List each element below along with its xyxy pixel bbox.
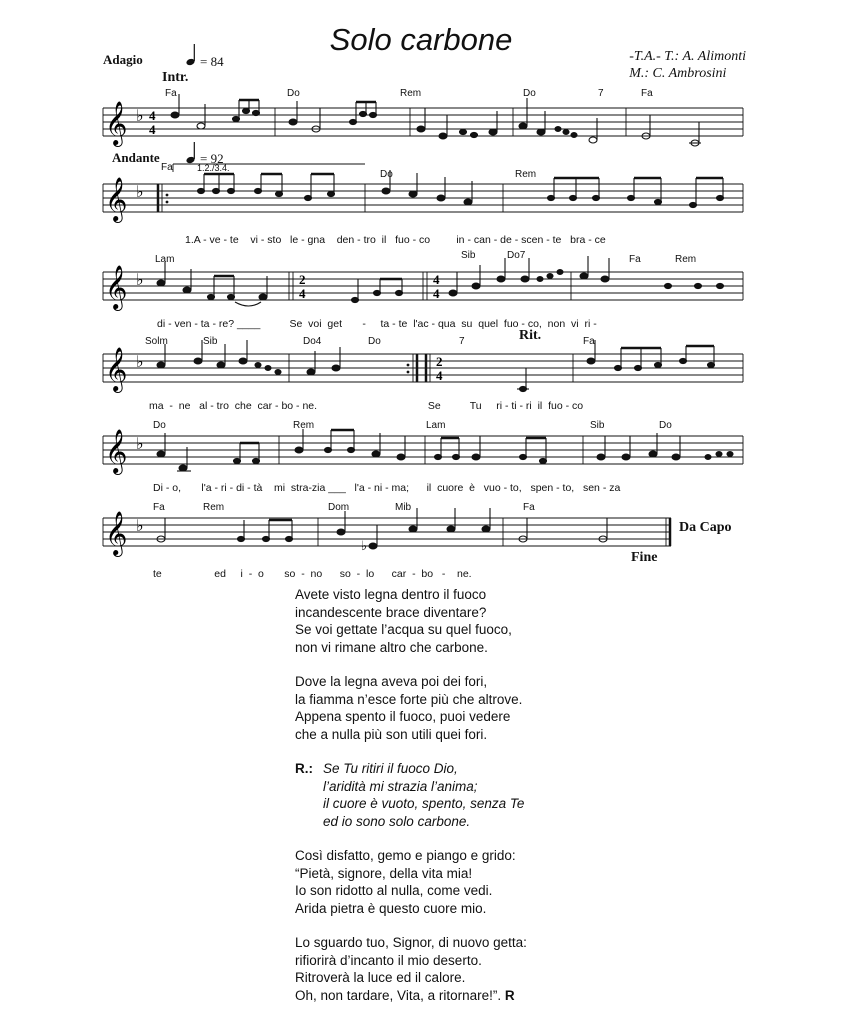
- intro-label: Intr.: [162, 70, 189, 85]
- chord: Fa: [629, 254, 641, 265]
- staff-system-6: [103, 498, 743, 578]
- credits: [629, 48, 746, 82]
- time-sig-den: 4: [436, 368, 443, 383]
- poem-line: incandescente brace diventare?: [295, 604, 487, 620]
- chord: Do: [380, 169, 393, 180]
- poem-line: “Pietà, signore, della vita mia!: [295, 865, 473, 881]
- chord: Rem: [293, 420, 315, 431]
- composer-credit: M.: C. Ambrosini: [629, 66, 727, 81]
- da-capo-label: Da Capo: [679, 520, 732, 535]
- stanza-2: [295, 673, 527, 743]
- staff-system-1: [103, 88, 743, 168]
- refrain-repeat-mark: R: [504, 987, 515, 1003]
- refrain-stanza: [295, 760, 527, 830]
- chord: Sib: [461, 250, 476, 261]
- flat-key-icon: ♭: [136, 352, 144, 371]
- refrain-label: Rit.: [519, 328, 542, 343]
- staff-system-2: [103, 164, 743, 244]
- lyrics-line: ma - ne al - tro che car - bo - ne. Se Tu ri - ti - ri il fuo - co: [149, 400, 584, 412]
- chord: Fa: [153, 502, 165, 513]
- chord: Fa: [583, 336, 595, 347]
- lyrics-line: di - ven - ta - re? ____ Se voi get - ta - te l'ac - qua su quel fuo - co, non vi ri -: [157, 318, 597, 330]
- time-sig-num: 4: [433, 272, 440, 287]
- treble-clef-icon: 𝄞: [105, 347, 128, 391]
- stanza-1: [295, 586, 527, 656]
- chord: Fa: [161, 162, 173, 173]
- chord: Fa: [165, 88, 177, 99]
- poem-line: non vi rimane altro che carbone.: [295, 639, 488, 655]
- poem-line: che a nulla più son utili quei fori.: [295, 726, 488, 742]
- staff-system-4: [103, 328, 743, 414]
- staff-6-svg: [103, 498, 743, 578]
- poem-line: Ritroverà la luce ed il calore.: [295, 970, 466, 985]
- lyricist-credit: -T.A.- T.: A. Alimonti: [629, 49, 746, 64]
- fine-label: Fine: [631, 550, 658, 565]
- flat-key-icon: ♭: [136, 434, 144, 453]
- time-sig-den: 4: [149, 122, 156, 137]
- poem-line: Così disfatto, gemo e piango e grido:: [295, 848, 516, 863]
- poem-line: il cuore è vuoto, spento, senza Te: [323, 796, 525, 811]
- chord: Do4: [303, 336, 322, 347]
- poem-line: ed io sono solo carbone.: [323, 813, 471, 829]
- poem-line: Se Tu ritiri il fuoco Dio,: [323, 761, 458, 776]
- treble-clef-icon: 𝄞: [105, 265, 128, 309]
- chord: Rem: [675, 254, 697, 265]
- chord: Sib: [203, 336, 218, 347]
- metronome-92: = 92: [200, 151, 224, 166]
- chord: 7: [459, 336, 465, 347]
- stanza-3: [295, 847, 527, 917]
- refrain-marker: R.:: [295, 761, 313, 776]
- poem-line: Arida pietra è questo cuore mio.: [295, 900, 487, 916]
- treble-clef-icon: 𝄞: [105, 511, 128, 555]
- staff-system-5: [103, 416, 743, 496]
- treble-clef-icon: 𝄞: [105, 177, 128, 221]
- chord: Rem: [400, 88, 422, 99]
- lyrics-line: Di - o, l'a - ri - di - tà mi stra-zia ___ l'a - ni - ma; il cuore è vuo - to, spen - to, sen - za: [153, 482, 621, 494]
- flat-key-icon: ♭: [136, 106, 144, 125]
- chord: Mib: [395, 502, 412, 513]
- poem-line: Io son ridotto al nulla, come vedi.: [295, 883, 493, 898]
- time-sig-num: 2: [436, 354, 443, 369]
- chord: 7: [598, 88, 604, 99]
- chord: Do: [287, 88, 300, 99]
- chord: Lam: [155, 254, 175, 265]
- lyrics-line: 1.A - ve - te vi - sto le - gna den - tro il fuo - co in - can - de - scen - te bra - ce: [185, 234, 606, 246]
- poem-line: Avete visto legna dentro il fuoco: [295, 587, 487, 602]
- poem-line: la fiamma n’esce forte più che altrove.: [295, 691, 523, 707]
- chord: Fa: [523, 502, 535, 513]
- chord: Rem: [203, 502, 225, 513]
- staff-2-svg: [103, 164, 743, 244]
- chord: Do: [368, 336, 381, 347]
- quarter-note-icon: [186, 43, 198, 72]
- svg-text:♭: ♭: [361, 539, 368, 554]
- poem-line: rifiorirà d’incanto il mio deserto.: [295, 952, 482, 968]
- song-title: Solo carbone: [329, 22, 513, 57]
- time-sig-num: 2: [299, 272, 306, 287]
- flat-key-icon: ♭: [136, 270, 144, 289]
- chord: Rem: [515, 169, 537, 180]
- chord: Do: [523, 88, 536, 99]
- staff-1-svg: [103, 88, 743, 168]
- lyrics-line: te ed i - o so - no so - lo car - bo - ne.: [153, 568, 472, 580]
- poem-line: Dove la legna aveva poi dei fori,: [295, 674, 488, 689]
- chord: Lam: [426, 420, 446, 431]
- time-sig-num: 4: [149, 108, 156, 123]
- chord: Do7: [507, 250, 526, 261]
- chord: Sib: [590, 420, 605, 431]
- time-sig-den: 4: [433, 286, 440, 301]
- poem-line: Oh, non tardare, Vita, a ritornare!”.: [295, 987, 502, 1003]
- tempo-adagio: Adagio: [103, 52, 143, 67]
- chord: Solm: [145, 336, 168, 347]
- poem-text: [295, 586, 527, 1021]
- flat-key-icon: ♭: [136, 516, 144, 535]
- treble-clef-icon: 𝄞: [105, 429, 128, 473]
- poem-line: l’aridità mi strazia l’anima;: [323, 778, 478, 794]
- stanza-4: [295, 934, 527, 1004]
- chord: Dom: [328, 502, 350, 513]
- poem-line: Appena spento il fuoco, puoi vedere: [295, 709, 511, 724]
- staff-system-3: [103, 252, 743, 332]
- chord: Fa: [641, 88, 653, 99]
- flat-key-icon: ♭: [136, 182, 144, 201]
- treble-clef-icon: 𝄞: [105, 101, 128, 145]
- chord: Do: [153, 420, 166, 431]
- tempo-andante: Andante: [112, 150, 160, 165]
- time-sig-den: 4: [299, 286, 306, 301]
- metronome-84: = 84: [200, 54, 224, 69]
- poem-line: Lo sguardo tuo, Signor, di nuovo getta:: [295, 935, 527, 950]
- volta-label: 1.2./3.4.: [197, 163, 230, 173]
- poem-line: Se voi gettate l’acqua su quel fuoco,: [295, 622, 512, 637]
- chord: Do: [659, 420, 672, 431]
